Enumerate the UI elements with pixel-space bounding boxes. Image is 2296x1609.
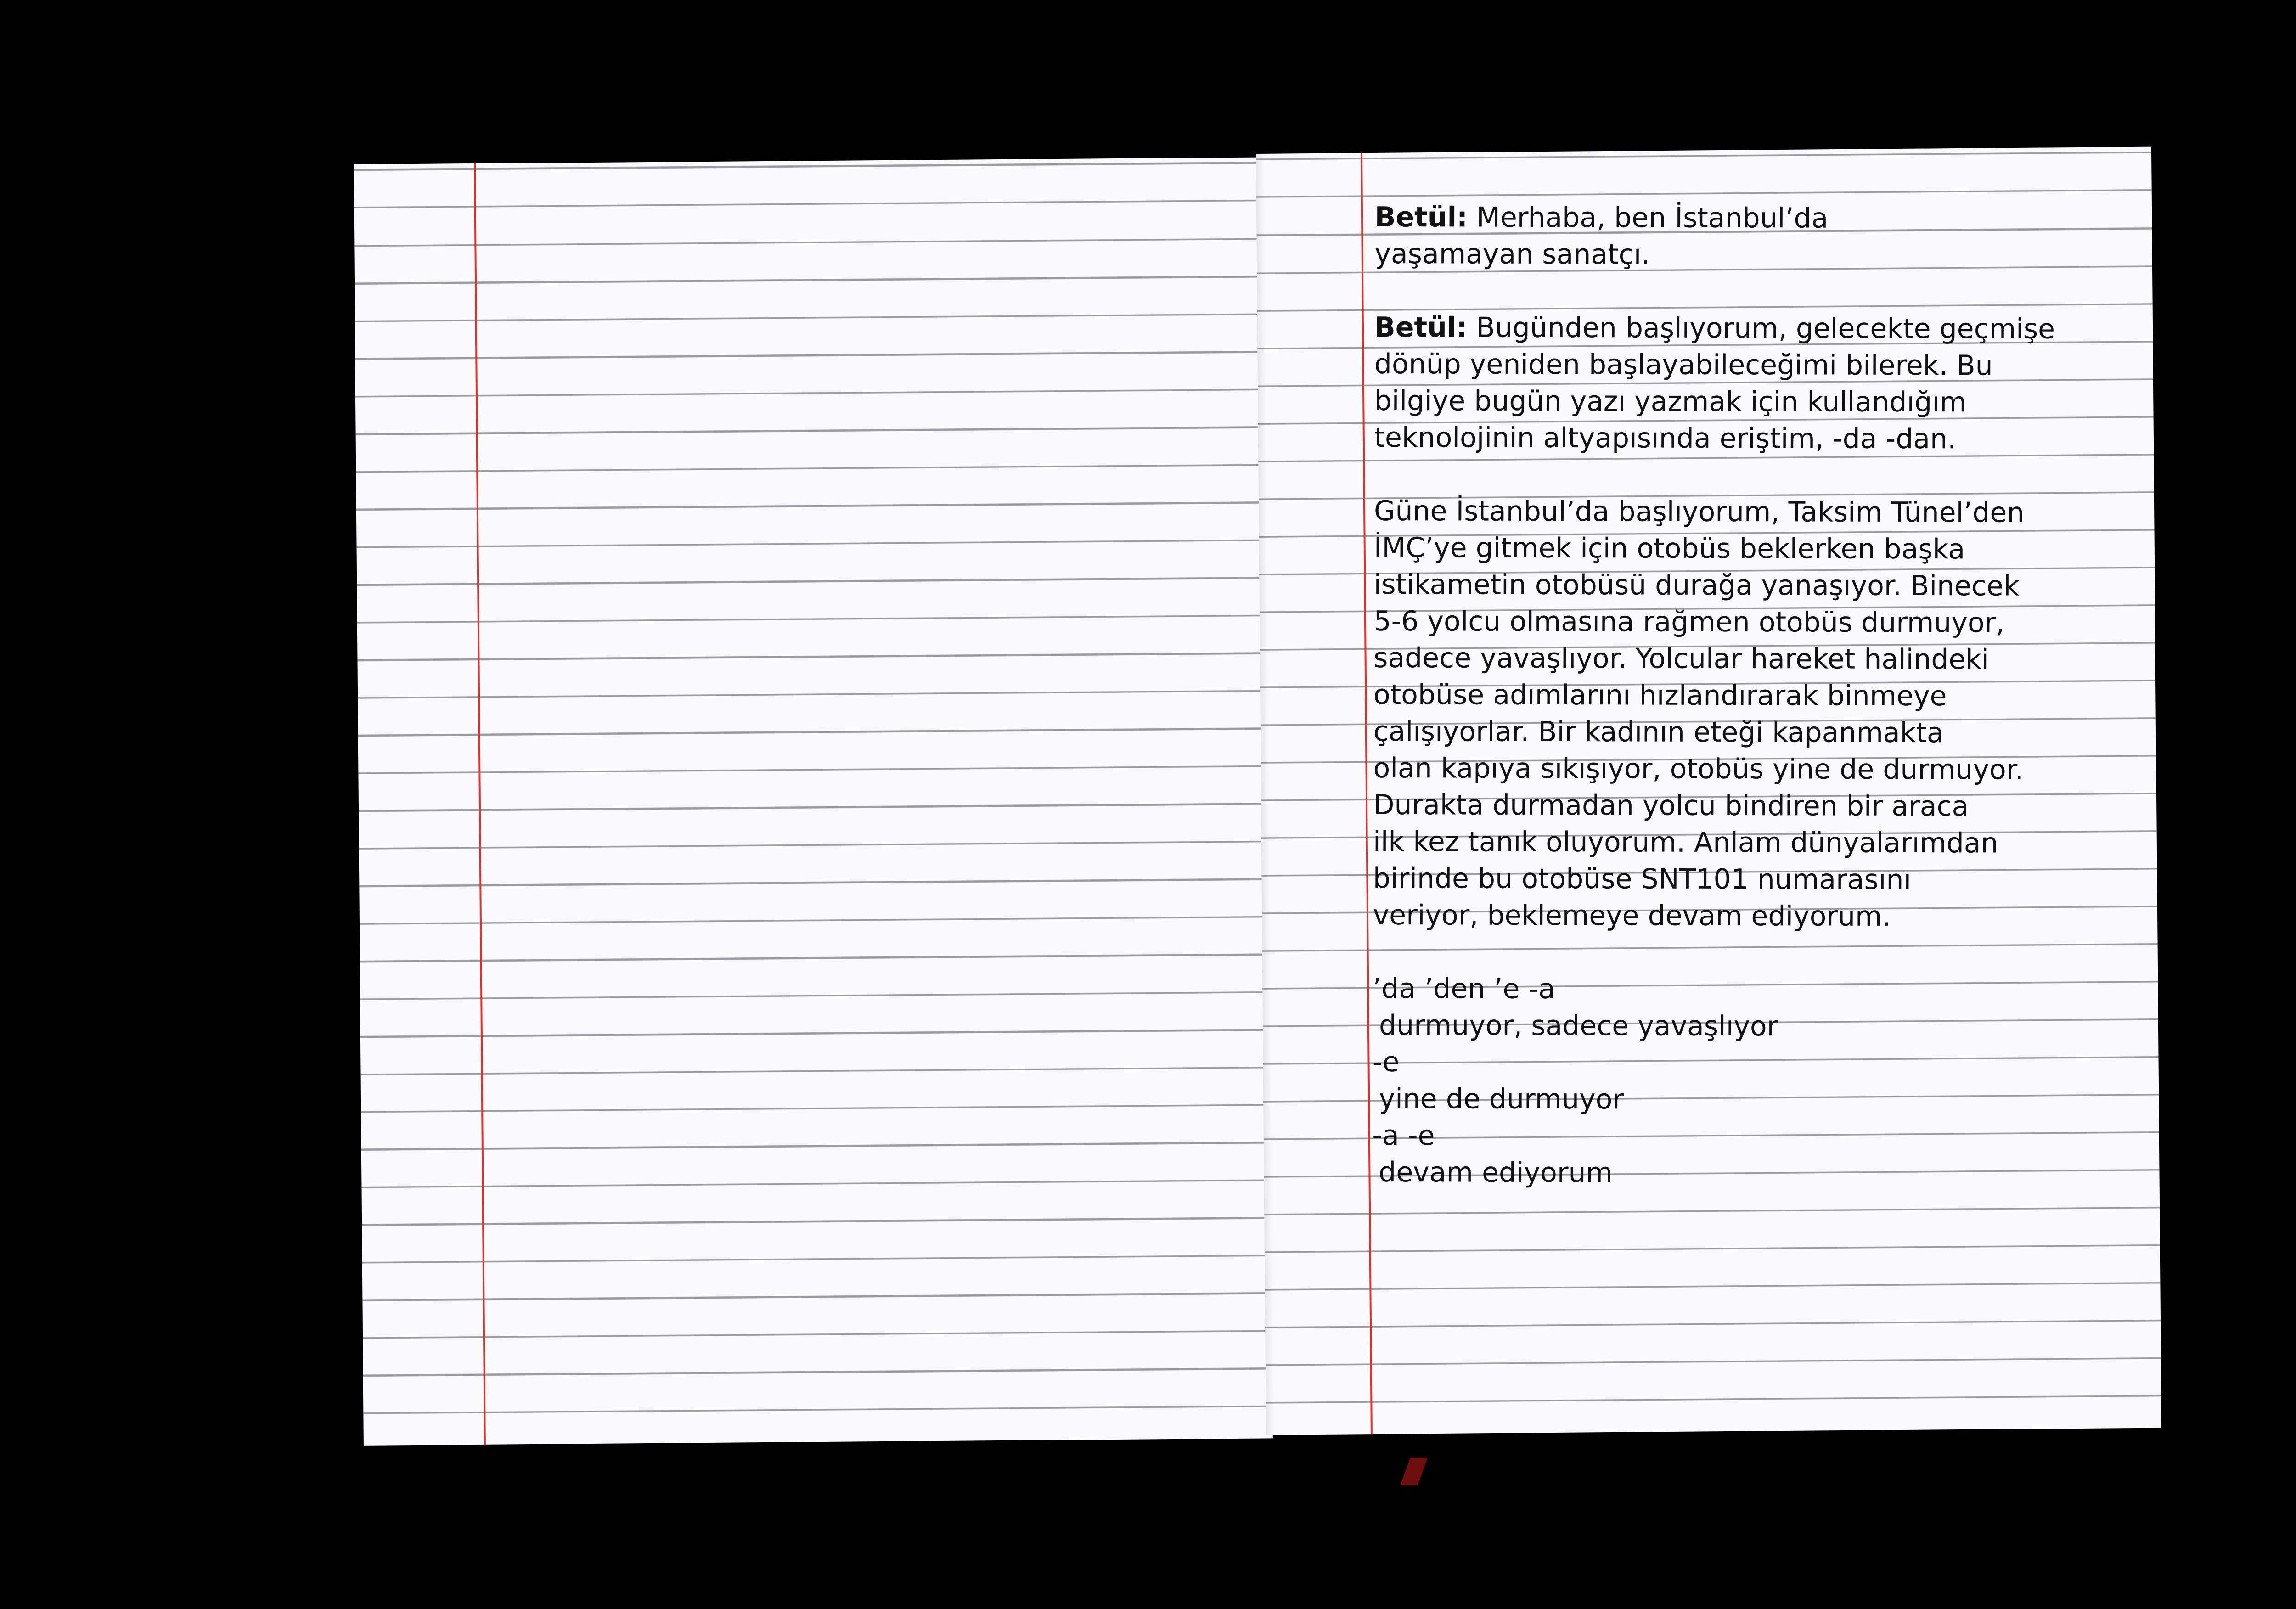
text-line: teknolojinin altyapısında eriştim, -da -dan. [1374, 421, 1957, 456]
text-line: bilgiye bugün yazı yazmak için kullandığım [1374, 384, 1967, 419]
text-line: çalışıyorlar. Bir kadının eteği kapanmakta [1373, 715, 1944, 749]
text-line: sadece yavaşlıyor. Yolcular hareket halindeki [1373, 641, 1989, 676]
right-margin-line [1361, 153, 1373, 1434]
text-line: İMÇ’ye gitmek için otobüs beklerken başka [1373, 531, 1965, 566]
speaker-label: Betül: [1374, 201, 1468, 234]
text-line: ilk kez tanık oluyorum. Anlam dünyalarımdan [1373, 825, 1998, 860]
text-line [1374, 309, 2100, 348]
text-line: ’da ’den ’e -a [1373, 972, 1556, 1006]
text-line: veriyor, beklemeye devam ediyorum. [1373, 899, 1891, 933]
dialogue-paragraph-1 [1374, 199, 2100, 274]
text-line: -a -e [1372, 1119, 1435, 1152]
text-line: olan kapıya sıkışıyor, otobüs yine de durmuyor. [1373, 752, 2024, 786]
text-line: istikametin otobüsü durağa yanaşıyor. Binecek [1373, 568, 2020, 602]
suffix-list [1372, 970, 2098, 1193]
text-line: otobüse adımlarını hızlandırarak binmeye [1373, 678, 1947, 713]
text-line: Durakta durmadan yolcu bindiren bir araca [1373, 788, 1969, 823]
text-line: 5-6 yolcu olmasına rağmen otobüs durmuyor, [1373, 605, 2005, 639]
page-text [1372, 199, 2100, 1193]
left-margin-line [474, 163, 486, 1445]
text-line: -e [1372, 1046, 1400, 1079]
dialogue-paragraph-2 [1374, 309, 2100, 458]
text-line: birinde bu otobüse SNT101 numarasını [1373, 862, 1912, 896]
text-span: Merhaba, ben İstanbul’da [1476, 201, 1829, 235]
text-line: yaşamayan sanatçı. [1374, 237, 1650, 271]
text-line: devam ediyorum [1379, 1156, 1613, 1189]
text-line: durmuyor, sadece yavaşlıyor [1379, 1009, 1778, 1043]
narrative-paragraph [1373, 493, 2100, 935]
right-page [1256, 147, 2161, 1435]
text-line: Güne İstanbul’da başlıyorum, Taksim Tünel’den [1373, 495, 2025, 529]
text-line: yine de durmuyor [1379, 1083, 1624, 1116]
text-line: dönüp yeniden başlayabileceğimi bilerek. Bu [1374, 348, 1993, 382]
speaker-label: Betül: [1374, 311, 1468, 344]
left-page [354, 157, 1273, 1445]
text-line [1375, 199, 2100, 237]
text-span: Bugünden başlıyorum, gelecekte geçmişe [1476, 311, 2055, 345]
